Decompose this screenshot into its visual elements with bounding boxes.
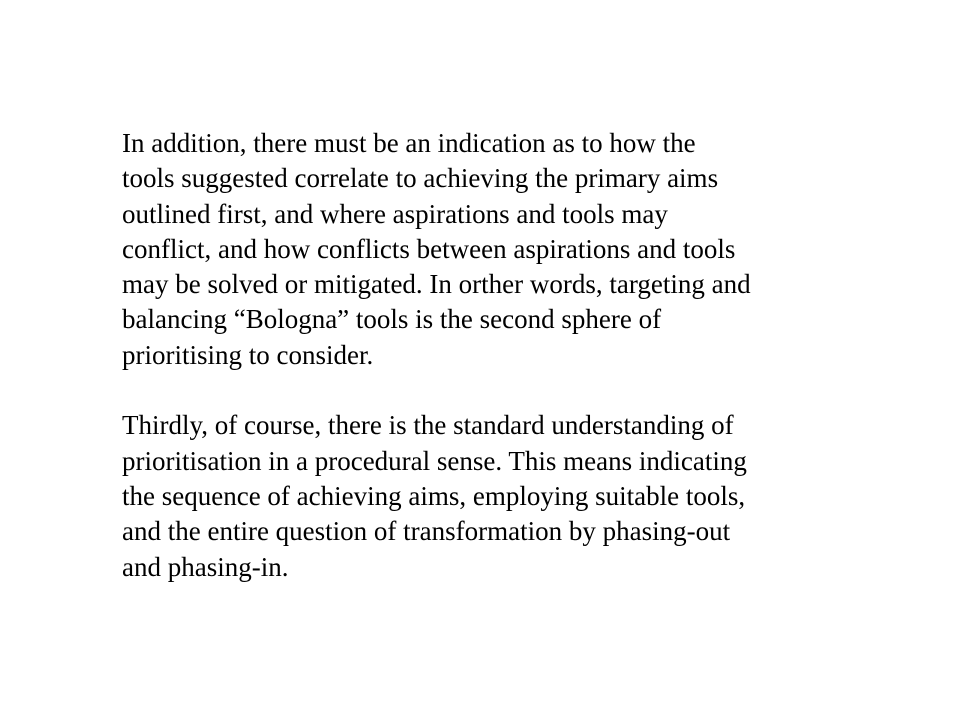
text-line: tools suggested correlate to achieving the primary aims (122, 163, 719, 194)
text-line: prioritisation in a procedural sense. This means indicating (122, 445, 747, 476)
paragraph-2 (122, 408, 882, 584)
text-line: may be solved or mitigated. In orther words, targeting and (122, 269, 751, 300)
text-line: conflict, and how conflicts between aspirations and tools (122, 233, 736, 264)
text-line: balancing “Bologna” tools is the second sphere of (122, 304, 662, 335)
text-line: outlined first, and where aspirations and tools may (122, 198, 668, 229)
text-line: In addition, there must be an indication as to how the (122, 128, 696, 158)
text-line: the sequence of achieving aims, employing suitable tools, (122, 480, 746, 511)
slide-body-text (122, 126, 882, 585)
text-line: and phasing-in. (122, 551, 289, 582)
text-line: and the entire question of transformation by phasing-out (122, 516, 731, 547)
paragraph-1 (122, 126, 882, 373)
text-line: prioritising to consider. (122, 339, 374, 370)
paragraph-spacer (122, 373, 882, 408)
text-line: Thirdly, of course, there is the standard understanding of (122, 410, 734, 441)
